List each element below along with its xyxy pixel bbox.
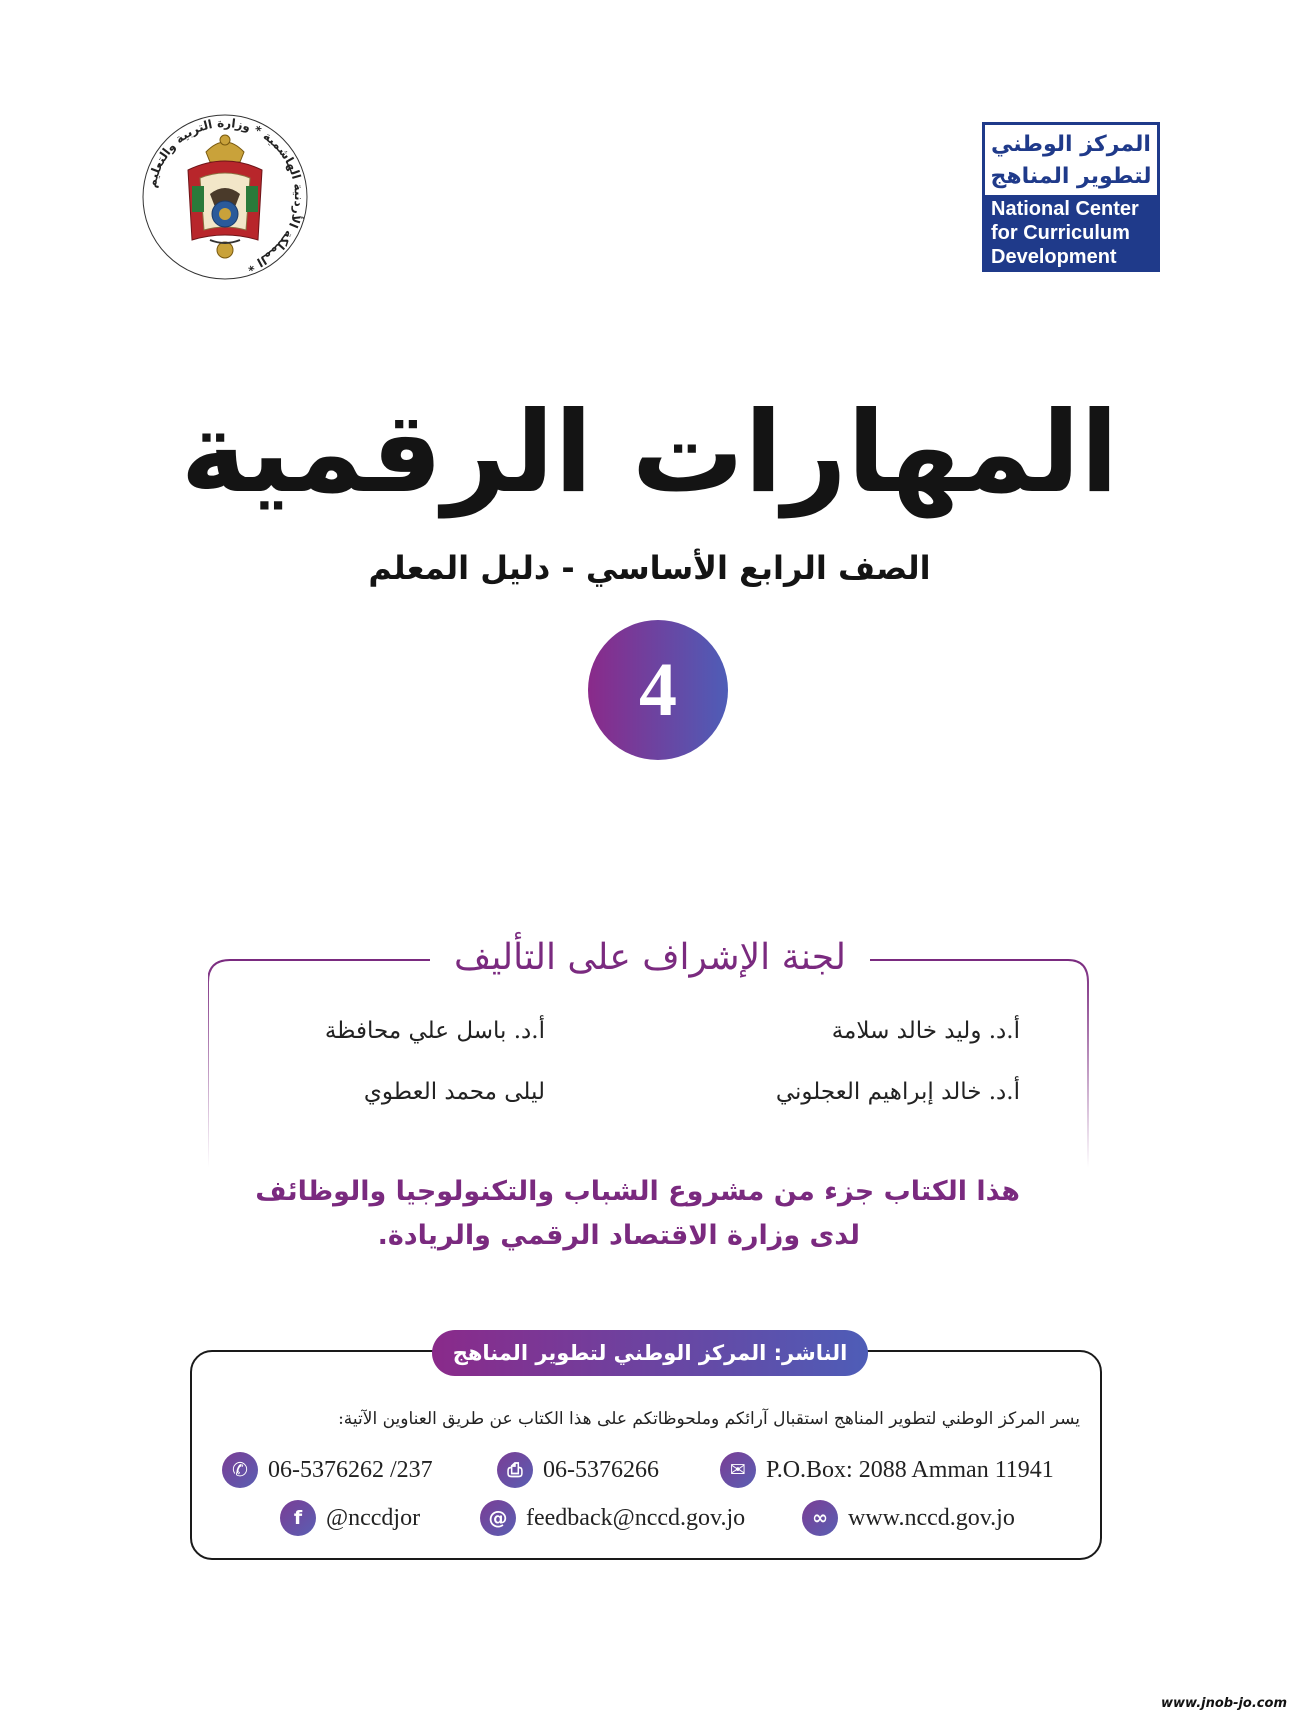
- nccd-logo-en-line-2: for Curriculum: [991, 222, 1130, 244]
- nccd-logo-ar-line-2: لتطوير المناهج: [990, 164, 1152, 189]
- nccd-logo-ar-line-1: المركز الوطني: [991, 132, 1151, 157]
- nccd-logo: [982, 122, 1160, 272]
- nccd-logo-en-line-3: Development: [991, 246, 1117, 268]
- site-watermark: www.jnob-jo.com: [1161, 1696, 1287, 1711]
- project-note: [240, 1170, 1020, 1258]
- fax-icon: ⎙: [497, 1452, 533, 1488]
- emblem-ring-text: المملكة الأردنية الهاشمية * وزارة التربية والتعليم *: [144, 115, 307, 275]
- committee-member: أ.د. وليد خالد سلامة: [831, 1018, 1020, 1044]
- ministry-emblem: [140, 112, 310, 282]
- feedback-invitation: يسر المركز الوطني لتطوير المناهج استقبال آرائكم وملحوظاتكم على هذا الكتاب عن طريق العناوين الآتية:: [338, 1409, 1080, 1429]
- nccd-logo-english: [985, 195, 1157, 269]
- phone-number: 06-5376262 /237: [268, 1456, 433, 1483]
- committee-member: ليلى محمد العطوي: [363, 1079, 545, 1105]
- project-note-line-2: لدى وزارة الاقتصاد الرقمي والريادة.: [377, 1220, 860, 1251]
- jordan-coat-of-arms-icon: [140, 112, 310, 282]
- at-sign-icon: @: [480, 1500, 516, 1536]
- contact-website: [802, 1500, 1015, 1536]
- nccd-logo-arabic: [985, 125, 1157, 199]
- link-icon: ∞: [802, 1500, 838, 1536]
- contact-phone: [222, 1452, 433, 1488]
- website-url: www.nccd.gov.jo: [848, 1504, 1015, 1531]
- committee-frame: [208, 958, 1090, 1168]
- book-title: المهارات الرقمية: [180, 388, 1119, 518]
- fax-number: 06-5376266: [543, 1456, 659, 1483]
- committee-title: لجنة الإشراف على التأليف: [430, 934, 870, 982]
- phone-icon: ✆: [222, 1452, 258, 1488]
- email-address: feedback@nccd.gov.jo: [526, 1504, 746, 1531]
- grade-number: 4: [639, 648, 677, 732]
- envelope-icon: ✉: [720, 1452, 756, 1488]
- contact-facebook: [280, 1500, 420, 1536]
- contact-fax: [497, 1452, 659, 1488]
- project-note-line-1: هذا الكتاب جزء من مشروع الشباب والتكنولوجيا والوظائف: [255, 1176, 1020, 1207]
- pobox-address: P.O.Box: 2088 Amman 11941: [766, 1456, 1054, 1483]
- contact-email: [480, 1500, 745, 1536]
- publisher-label: الناشر: المركز الوطني لتطوير المناهج: [432, 1330, 868, 1376]
- grade-badge: [588, 620, 728, 760]
- committee-member: أ.د. باسل علي محافظة: [324, 1018, 545, 1044]
- contact-pobox: [720, 1452, 1054, 1488]
- book-subtitle: الصف الرابع الأساسي - دليل المعلم: [368, 549, 931, 587]
- facebook-handle: @nccdjor: [326, 1504, 421, 1531]
- committee-member: أ.د. خالد إبراهيم العجلوني: [775, 1079, 1020, 1105]
- nccd-logo-en-line-1: National Center: [991, 198, 1139, 220]
- facebook-icon: f: [280, 1500, 316, 1536]
